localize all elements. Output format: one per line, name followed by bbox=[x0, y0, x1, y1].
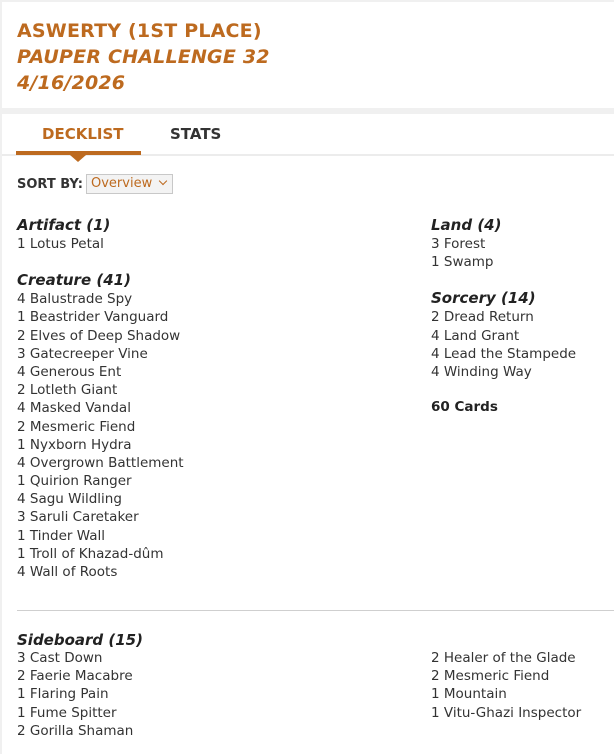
card-entry[interactable]: 1 Troll of Khazad-dûm bbox=[17, 545, 164, 562]
group-title: Sorcery (14) bbox=[431, 289, 536, 308]
card-entry[interactable]: 4 Sagu Wildling bbox=[17, 491, 122, 508]
deck-header bbox=[2, 2, 614, 108]
chevron-down-icon bbox=[159, 177, 167, 185]
card-entry[interactable]: 4 Overgrown Battlement bbox=[17, 454, 184, 471]
card-list bbox=[17, 235, 407, 253]
tab-decklist[interactable]: DECKLIST bbox=[42, 125, 124, 143]
event-name: PAUPER CHALLENGE 32 bbox=[17, 46, 270, 68]
sideboard-right-list bbox=[431, 649, 581, 722]
maindeck-right-column bbox=[431, 216, 611, 415]
card-entry[interactable]: 4 Wall of Roots bbox=[17, 564, 118, 580]
deck-panel bbox=[2, 114, 614, 754]
card-entry[interactable]: 2 Mesmeric Fiend bbox=[431, 668, 550, 685]
group-title: Creature (41) bbox=[17, 271, 131, 290]
card-group-sorcery bbox=[431, 289, 611, 381]
event-date: 4/16/2026 bbox=[17, 72, 126, 94]
card-entry[interactable]: 1 Tinder Wall bbox=[17, 527, 105, 544]
card-list bbox=[17, 290, 407, 581]
card-entry[interactable]: 2 Gorilla Shaman bbox=[17, 722, 134, 739]
group-title: Artifact (1) bbox=[17, 216, 111, 234]
card-list bbox=[431, 235, 611, 271]
card-entry[interactable]: 1 Swamp bbox=[431, 254, 494, 271]
card-entry[interactable]: 4 Lead the Stampede bbox=[431, 345, 577, 362]
card-group-creature bbox=[17, 271, 407, 581]
player-name: ASWERTY (1ST PLACE) bbox=[17, 20, 262, 42]
maindeck-left-column bbox=[17, 216, 407, 599]
card-list bbox=[431, 308, 611, 381]
card-entry[interactable]: 4 Land Grant bbox=[431, 327, 520, 344]
card-entry[interactable]: 2 Healer of the Glade bbox=[431, 650, 576, 666]
sort-selected-value: Overview bbox=[91, 176, 153, 191]
card-entry[interactable]: 4 Winding Way bbox=[431, 363, 532, 380]
total-card-count: 60 Cards bbox=[431, 399, 498, 416]
card-entry[interactable]: 3 Cast Down bbox=[17, 650, 103, 666]
card-entry[interactable]: 1 Mountain bbox=[431, 686, 507, 703]
sort-label: SORT BY: bbox=[17, 177, 83, 192]
sideboard-left-list bbox=[17, 649, 133, 740]
card-entry[interactable]: 1 Flaring Pain bbox=[17, 686, 109, 703]
tab-bar bbox=[2, 114, 614, 156]
card-entry[interactable]: 2 Dread Return bbox=[431, 309, 534, 326]
card-entry[interactable]: 1 Nyxborn Hydra bbox=[17, 436, 132, 453]
card-entry[interactable]: 3 Gatecreeper Vine bbox=[17, 345, 148, 362]
card-group-land bbox=[431, 216, 611, 271]
card-entry[interactable]: 1 Lotus Petal bbox=[17, 236, 104, 252]
card-entry[interactable]: 2 Lotleth Giant bbox=[17, 382, 118, 399]
card-entry[interactable]: 1 Quirion Ranger bbox=[17, 473, 132, 490]
card-entry[interactable]: 2 Mesmeric Fiend bbox=[17, 418, 136, 435]
card-entry[interactable]: 4 Masked Vandal bbox=[17, 400, 131, 417]
card-entry[interactable]: 3 Forest bbox=[431, 236, 486, 252]
card-entry[interactable]: 1 Beastrider Vanguard bbox=[17, 309, 169, 326]
sort-select[interactable] bbox=[86, 174, 173, 194]
card-entry[interactable]: 4 Generous Ent bbox=[17, 363, 122, 380]
active-tab-caret-icon bbox=[70, 155, 86, 162]
tab-stats[interactable]: STATS bbox=[170, 125, 222, 143]
card-entry[interactable]: 1 Fume Spitter bbox=[17, 704, 117, 721]
card-entry[interactable]: 2 Faerie Macabre bbox=[17, 668, 133, 685]
group-title: Land (4) bbox=[431, 216, 502, 234]
card-entry[interactable]: 3 Saruli Caretaker bbox=[17, 509, 139, 526]
card-group-artifact bbox=[17, 216, 407, 253]
card-entry[interactable]: 1 Vitu-Ghazi Inspector bbox=[431, 704, 582, 721]
card-entry[interactable]: 4 Balustrade Spy bbox=[17, 291, 133, 308]
card-entry[interactable]: 2 Elves of Deep Shadow bbox=[17, 327, 181, 344]
sideboard-divider bbox=[17, 610, 614, 611]
sideboard-title: Sideboard (15) bbox=[17, 631, 143, 649]
